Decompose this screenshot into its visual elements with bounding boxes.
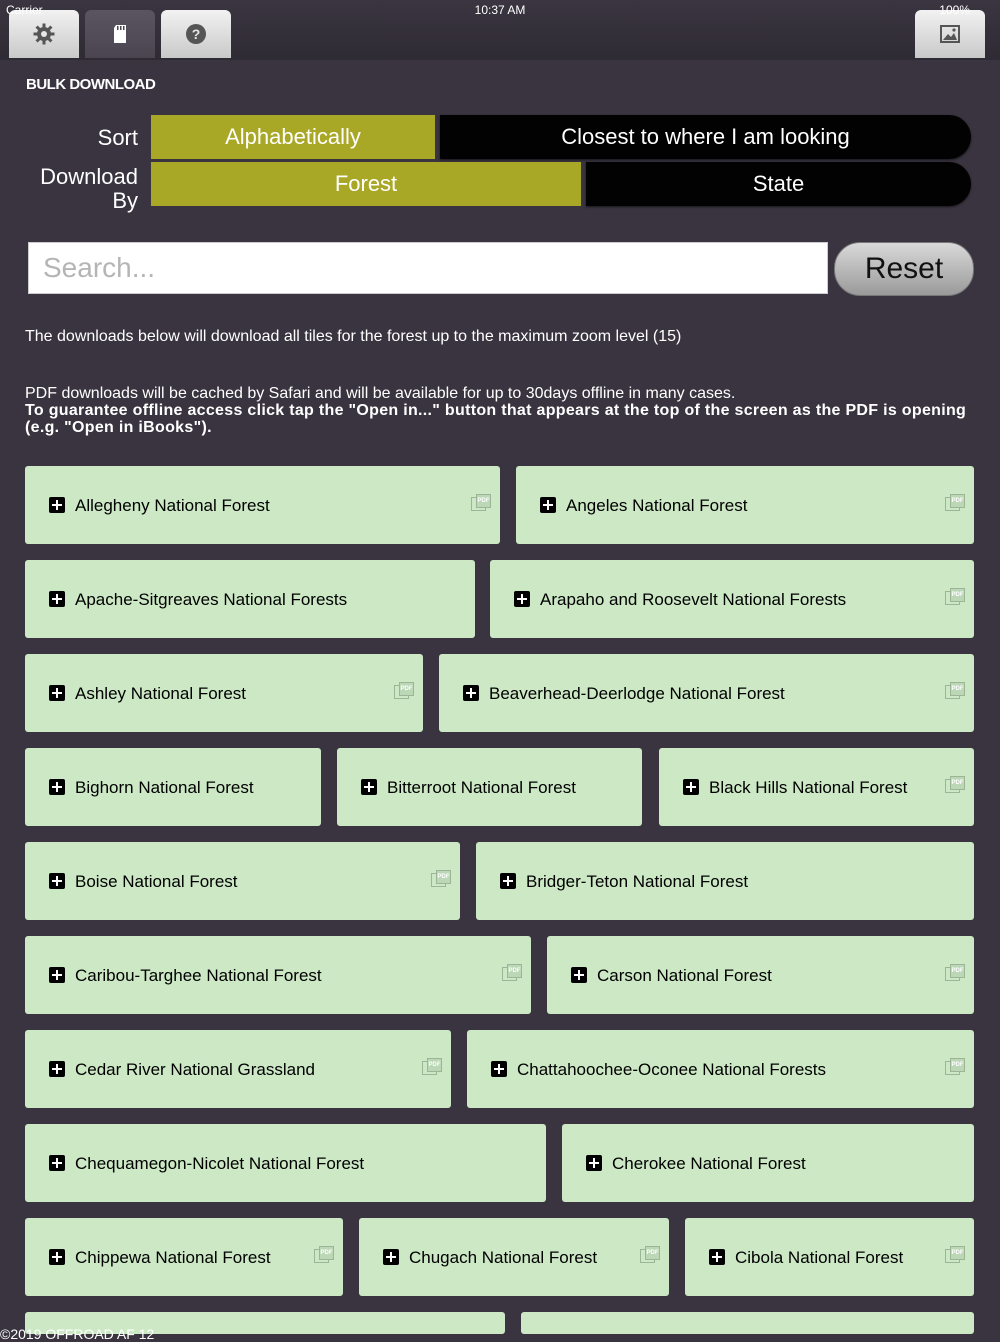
forest-card[interactable] <box>25 1124 546 1202</box>
plus-icon[interactable] <box>361 779 377 795</box>
forest-name: Cherokee National Forest <box>612 1154 806 1173</box>
forest-name: Bighorn National Forest <box>75 778 254 797</box>
sort-label: Sort <box>97 125 138 150</box>
forest-card[interactable] <box>516 466 974 544</box>
forest-name: Ashley National Forest <box>75 684 247 703</box>
forest-card[interactable] <box>521 1312 974 1334</box>
plus-icon[interactable] <box>491 1061 507 1077</box>
forest-card[interactable] <box>337 748 642 826</box>
plus-icon[interactable] <box>49 685 65 701</box>
forest-card[interactable] <box>25 1218 343 1296</box>
pdf-icon[interactable]: PDF <box>945 682 965 700</box>
download-by-state-option[interactable]: State <box>586 162 971 206</box>
download-by-label-line1: Download <box>40 164 138 189</box>
forest-card[interactable] <box>25 466 500 544</box>
pdf-icon[interactable]: PDF <box>471 494 491 512</box>
forest-card[interactable] <box>359 1218 669 1296</box>
pdf-icon[interactable]: PDF <box>945 1246 965 1264</box>
forest-name: Caribou-Targhee National Forest <box>75 966 322 985</box>
plus-icon[interactable] <box>49 779 65 795</box>
gear-icon <box>32 22 56 46</box>
search-input[interactable] <box>28 242 828 294</box>
forest-name: Chugach National Forest <box>409 1248 598 1267</box>
page-title: BULK DOWNLOAD <box>26 76 156 93</box>
forest-name: Boise National Forest <box>75 872 238 891</box>
forest-card[interactable] <box>25 560 475 638</box>
download-by-label <box>40 165 138 213</box>
sort-closest-option[interactable]: Closest to where I am looking <box>440 115 971 159</box>
pdf-icon[interactable]: PDF <box>945 964 965 982</box>
footer-text: ©2019 OFFROAD AF 12 <box>0 1326 155 1342</box>
forest-name: Chattahoochee-Oconee National Forests <box>517 1060 827 1079</box>
plus-icon[interactable] <box>49 1155 65 1171</box>
image-icon <box>938 22 962 46</box>
download-by-label-line2: By <box>112 188 138 213</box>
forest-card[interactable] <box>547 936 974 1014</box>
download-by-forest-option[interactable]: Forest <box>151 162 581 206</box>
plus-icon[interactable] <box>49 1249 65 1265</box>
pdf-icon[interactable]: PDF <box>945 776 965 794</box>
plus-icon[interactable] <box>49 497 65 513</box>
pdf-offline-note: To guarantee offline access click tap the "Open in..." button that appears at the top of the screen as the PDF is opening (e.g. "Open in iBooks"). <box>25 402 967 436</box>
forest-name: Carson National Forest <box>597 966 772 985</box>
forest-card[interactable] <box>25 654 423 732</box>
help-icon <box>184 22 208 46</box>
forest-card[interactable] <box>25 1030 451 1108</box>
sort-alphabetically-option[interactable]: Alphabetically <box>151 115 435 159</box>
pdf-icon[interactable]: PDF <box>431 870 451 888</box>
forest-name: Beaverhead-Deerlodge National Forest <box>489 684 785 703</box>
plus-icon[interactable] <box>514 591 530 607</box>
forest-name: Allegheny National Forest <box>75 496 270 515</box>
forest-card[interactable] <box>439 654 974 732</box>
pdf-cache-note: PDF downloads will be cached by Safari and will be available for up to 30days offline in many cases. <box>25 385 736 402</box>
forest-name: Apache-Sitgreaves National Forests <box>75 590 348 609</box>
forest-card[interactable] <box>685 1218 974 1296</box>
pdf-icon[interactable]: PDF <box>394 682 414 700</box>
forest-name: Chippewa National Forest <box>75 1248 271 1267</box>
pdf-icon[interactable]: PDF <box>640 1246 660 1264</box>
forest-name: Angeles National Forest <box>566 496 748 515</box>
forest-card[interactable] <box>476 842 974 920</box>
plus-icon[interactable] <box>49 1061 65 1077</box>
plus-icon[interactable] <box>500 873 516 889</box>
plus-icon[interactable] <box>571 967 587 983</box>
pdf-icon[interactable]: PDF <box>314 1246 334 1264</box>
plus-icon[interactable] <box>383 1249 399 1265</box>
pdf-icon[interactable]: PDF <box>945 588 965 606</box>
pdf-icon[interactable]: PDF <box>945 494 965 512</box>
pdf-icon[interactable]: PDF <box>945 1058 965 1076</box>
clock: 10:37 AM <box>474 3 526 17</box>
pdf-icon[interactable]: PDF <box>422 1058 442 1076</box>
forest-name: Black Hills National Forest <box>709 778 908 797</box>
plus-icon[interactable] <box>586 1155 602 1171</box>
plus-icon[interactable] <box>49 591 65 607</box>
forest-card[interactable] <box>25 842 460 920</box>
forest-card[interactable] <box>490 560 974 638</box>
sd-card-icon <box>108 22 132 46</box>
forest-name: Arapaho and Roosevelt National Forests <box>540 590 847 609</box>
carrier-label: Carrier <box>6 3 43 17</box>
forest-name: Cedar River National Grassland <box>75 1060 315 1079</box>
pdf-info-text <box>25 385 975 436</box>
forest-name: Bridger-Teton National Forest <box>526 872 749 891</box>
forest-card[interactable] <box>659 748 974 826</box>
pdf-icon[interactable]: PDF <box>502 964 522 982</box>
zoom-info-text: The downloads below will download all tiles for the forest up to the maximum zoom level (15) <box>25 328 682 345</box>
battery-label: 100% <box>939 3 970 17</box>
forest-name: Bitterroot National Forest <box>387 778 576 797</box>
forest-card[interactable] <box>25 748 321 826</box>
plus-icon[interactable] <box>49 967 65 983</box>
forest-name: Chequamegon-Nicolet National Forest <box>75 1154 365 1173</box>
plus-icon[interactable] <box>683 779 699 795</box>
plus-icon[interactable] <box>463 685 479 701</box>
plus-icon[interactable] <box>49 873 65 889</box>
svg-text:?: ? <box>191 26 201 42</box>
forest-card[interactable] <box>467 1030 974 1108</box>
plus-icon[interactable] <box>540 497 556 513</box>
forest-name: Cibola National Forest <box>735 1248 904 1267</box>
reset-button[interactable]: Reset <box>834 242 974 296</box>
forest-card[interactable] <box>562 1124 974 1202</box>
forest-card[interactable] <box>25 936 531 1014</box>
status-bar <box>0 0 1000 20</box>
plus-icon[interactable] <box>709 1249 725 1265</box>
